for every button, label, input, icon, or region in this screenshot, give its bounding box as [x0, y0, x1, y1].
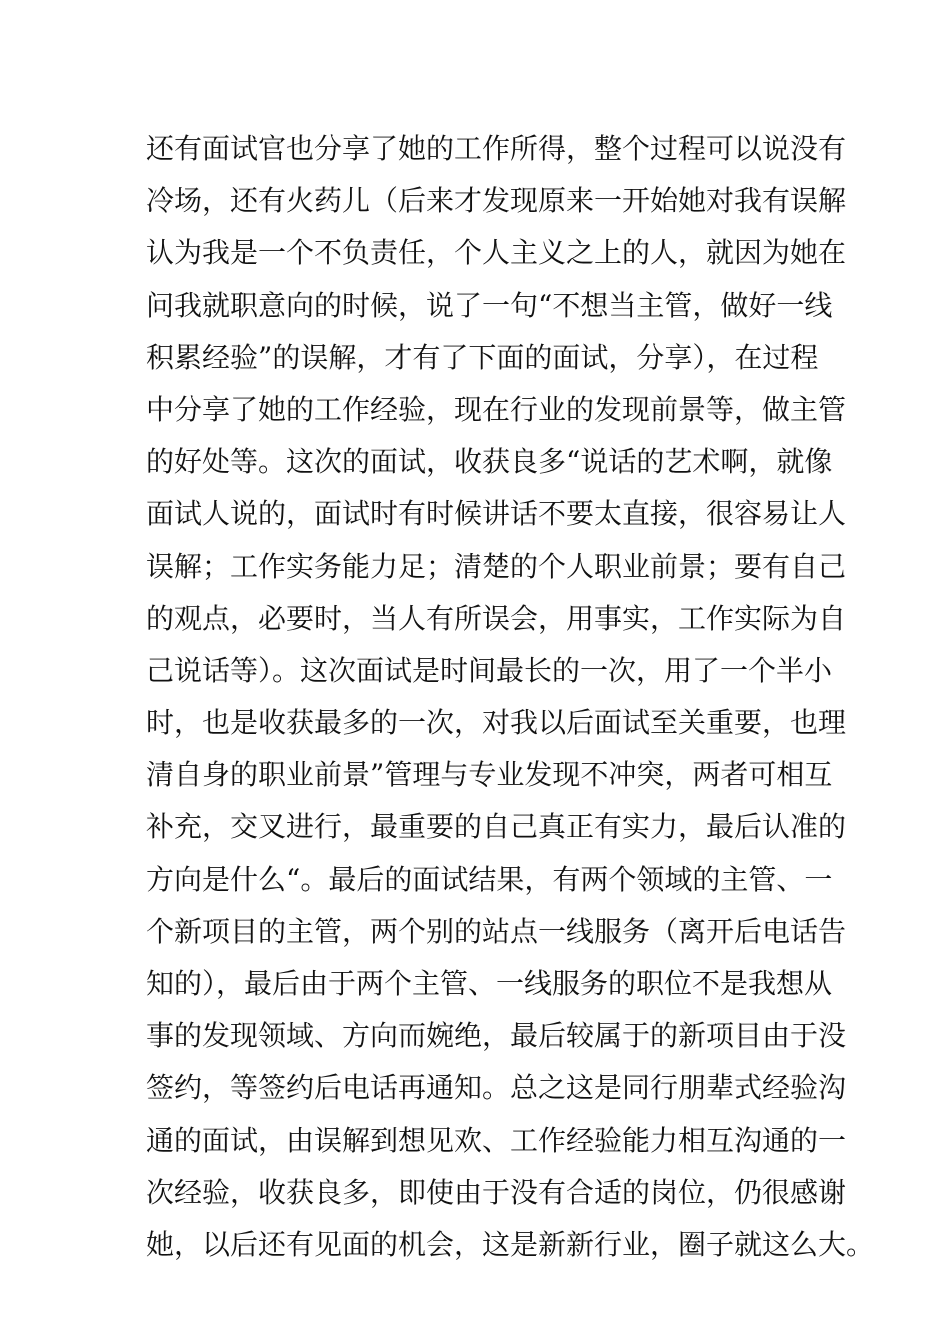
paragraph-line: 还有面试官也分享了她的工作所得，整个过程可以说没有 — [146, 132, 847, 165]
paragraph-line: 中分享了她的工作经验，现在行业的发现前景等，做主管 — [146, 392, 847, 426]
paragraph-line: 积累经验”的误解，才有了下面的面试，分享），在过程 — [146, 340, 819, 374]
paragraph-line: 己说话等）。这次面试是时间最长的一次，用了一个半小 — [146, 653, 833, 687]
paragraph-line: 补充，交叉进行，最重要的自己真正有实力，最后认准的 — [146, 810, 847, 844]
paragraph-line: 清自身的职业前景”管理与专业发现不冲突，两者可相互 — [146, 758, 833, 792]
paragraph-line: 的观点，必要时，当人有所误会，用事实，工作实际为自 — [146, 601, 847, 635]
paragraph-line: 误解；工作实务能力足；清楚的个人职业前景；要有自己 — [146, 549, 847, 583]
body-paragraph — [146, 123, 875, 1271]
paragraph-line: 知的），最后由于两个主管、一线服务的职位不是我想从 — [146, 967, 833, 1000]
paragraph-line: 个新项目的主管，两个别的站点一线服务（离开后电话告 — [146, 914, 847, 948]
paragraph-line: 问我就职意向的时候，说了一句“不想当主管，做好一线 — [146, 288, 833, 322]
paragraph-line: 通的面试，由误解到想见欢、工作经验能力相互沟通的一 — [146, 1123, 847, 1157]
paragraph-line: 时，也是收获最多的一次，对我以后面试至关重要，也理 — [146, 706, 847, 740]
paragraph-line: 的好处等。这次的面试，收获良多“说话的艺术啊，就像 — [146, 445, 833, 479]
paragraph-line: 签约，等签约后电话再通知。总之这是同行朋辈式经验沟 — [146, 1071, 847, 1105]
paragraph-line: 方向是什么“。最后的面试结果，有两个领域的主管、一 — [146, 862, 833, 896]
paragraph-line: 面试人说的，面试时有时候讲话不要太直接，很容易让人 — [146, 497, 847, 531]
paragraph-line: 次经验，收获良多，即使由于没有合适的岗位，仍很感谢 — [146, 1175, 847, 1209]
paragraph-line: 冷场，还有火药儿（后来才发现原来一开始她对我有误解 — [146, 184, 847, 218]
paragraph-line: 认为我是一个不负责任，个人主义之上的人，就因为她在 — [146, 236, 847, 270]
paragraph-line: 事的发现领域、方向而婉绝，最后较属于的新项目由于没 — [146, 1019, 847, 1053]
paragraph-line: 她，以后还有见面的机会，这是新新行业，圈子就这么大。 — [146, 1227, 875, 1261]
